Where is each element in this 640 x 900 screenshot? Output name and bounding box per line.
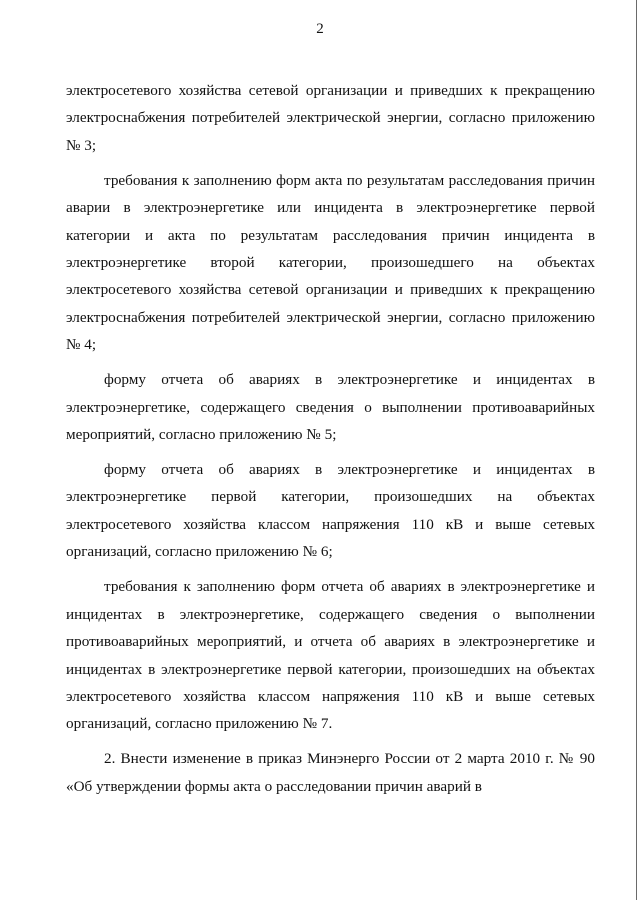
document-body [66, 77, 595, 800]
paragraph-2: требования к заполнению форм акта по результатам расследования причин аварии в электроэнергетике или инцидента в электроэнергетике первой категории и акта по результатам расследования причин инцидента в электроэнергетике второй категории, произошедшего на объектах электросетевого хозяйства сетевой организации и приведших к прекращению электроснабжения потребителей электрической энергии, согласно приложению № 4; [66, 171, 595, 354]
paragraph-4: форму отчета об авариях в электроэнергетике и инцидентах в электроэнергетике первой категории, произошедших на объектах электросетевого хозяйства классом напряжения 110 кВ и выше сетевых организаций, согласно приложению № 6; [66, 461, 595, 561]
page-edge-line [636, 0, 637, 900]
paragraph-1: электросетевого хозяйства сетевой организации и приведших к прекращению электроснабжения потребителей электрической энергии, согласно приложению № 3; [66, 82, 595, 154]
paragraph-6: 2. Внести изменение в приказ Минэнерго России от 2 марта 2010 г. № 90 «Об утверждении формы акта о расследовании причин аварий в [66, 750, 595, 795]
paragraph-5: требования к заполнению форм отчета об авариях в электроэнергетике и инцидентах в электроэнергетике, содержащего сведения о выполнении противоаварийных мероприятий, и отчета об авариях в электроэнергетике и инцидентах в электроэнергетике первой категории, произошедших на объектах электросетевого хозяйства классом напряжения 110 кВ и выше сетевых организаций, согласно приложению № 7. [66, 578, 595, 733]
page-number: 2 [316, 21, 324, 37]
paragraph-3: форму отчета об авариях в электроэнергетике и инцидентах в электроэнергетике, содержащего сведения о выполнении противоаварийных мероприятий, согласно приложению № 5; [66, 371, 595, 444]
